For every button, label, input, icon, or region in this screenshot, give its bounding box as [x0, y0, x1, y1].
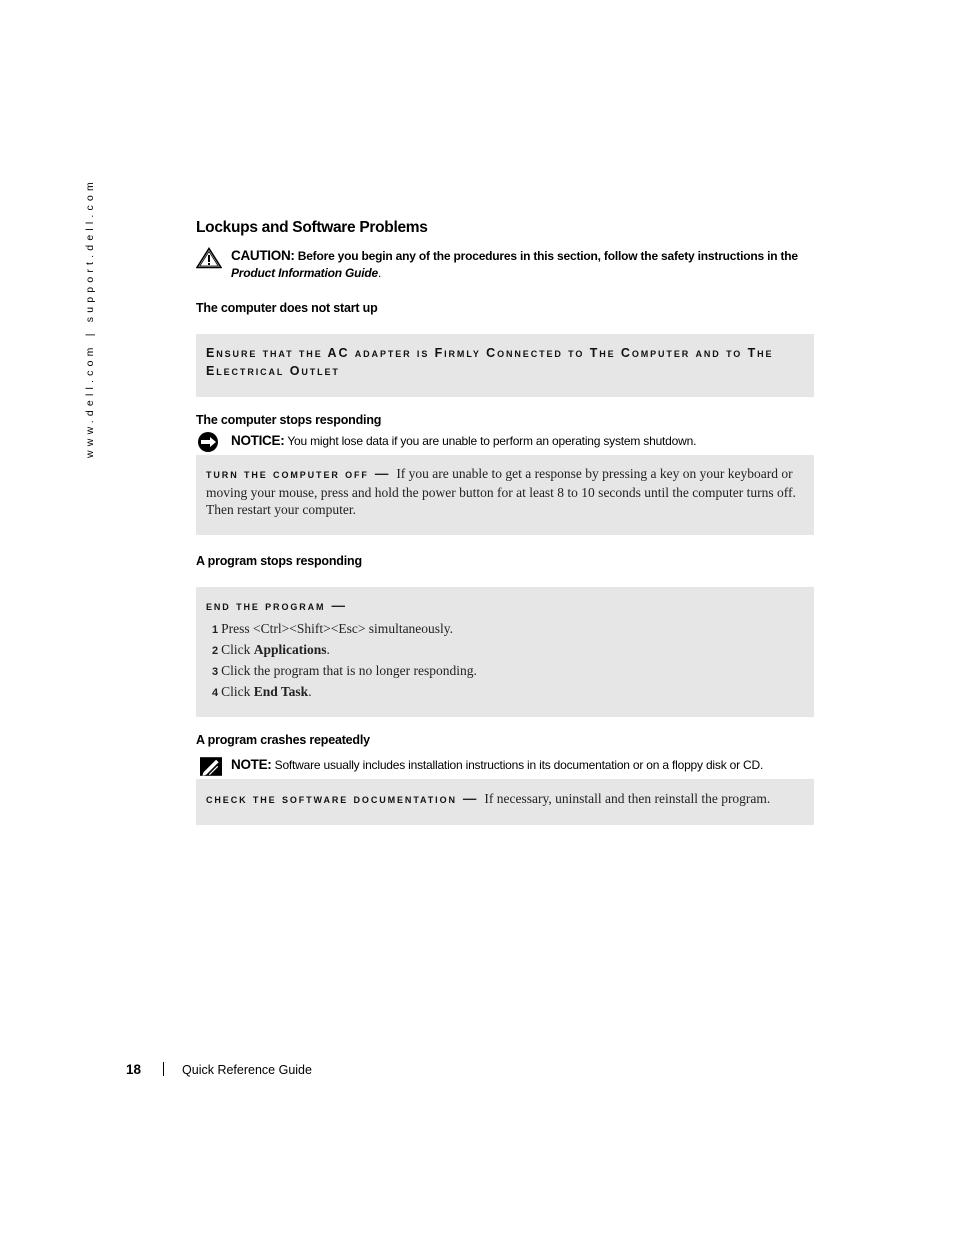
note-text: Software usually includes installation instructions in its documentation or on a floppy disk or CD. — [274, 758, 764, 772]
box-turn-off — [196, 455, 814, 535]
section-title: Lockups and Software Problems — [196, 219, 428, 236]
notice-text-wrap — [231, 432, 814, 450]
box-ensure-adapter — [196, 334, 814, 397]
caution-label: CAUTION: — [231, 248, 295, 263]
caution-text-wrap — [231, 247, 814, 282]
note-text-wrap — [231, 756, 814, 774]
caution-block — [196, 247, 814, 282]
box-check-docs-dash: — — [462, 791, 477, 806]
notice-text: You might lose data if you are unable to perform an operating system shutdown. — [287, 434, 697, 448]
footer-guide-title: Quick Reference Guide — [182, 1063, 312, 1077]
page-footer — [126, 1062, 312, 1077]
subheading-crashes: A program crashes repeatedly — [196, 733, 370, 747]
main-content — [196, 218, 814, 825]
box-turn-off-heading: turn the computer off — [206, 467, 369, 481]
box-turn-off-text: If you are unable to get a response by pressing a key on your keyboard or moving your mouse, press and hold the power button for at least 8 to 10 seconds until the computer turns off. Then restart your computer. — [206, 466, 796, 517]
notice-hand-icon — [196, 432, 222, 454]
box-check-docs — [196, 779, 814, 825]
notice-block — [196, 432, 814, 450]
side-url: www.dell.com | support.dell.com — [84, 178, 96, 458]
box-check-docs-text: If necessary, uninstall and then reinstall the program. — [484, 791, 771, 806]
notice-label: NOTICE: — [231, 433, 285, 448]
end-program-steps — [206, 619, 804, 703]
caution-guide: Product Information Guide — [231, 266, 378, 280]
footer-separator — [163, 1062, 164, 1076]
box-check-docs-heading: check the software documentation — [206, 792, 457, 806]
step-item: 2 Click Applications. — [212, 642, 330, 657]
subheading-program-stops: A program stops responding — [196, 553, 362, 568]
warning-triangle-icon — [196, 247, 222, 269]
note-block — [196, 756, 814, 774]
box-ensure-heading-2: Electrical Outlet — [206, 363, 340, 378]
note-label: NOTE: — [231, 757, 272, 772]
box-turn-off-dash: — — [374, 466, 389, 481]
caution-text: Before you begin any of the procedures in this section, follow the safety instructions in the — [297, 249, 798, 263]
page-number: 18 — [126, 1062, 142, 1077]
caution-end: . — [378, 266, 382, 280]
step-item: 4 Click End Task. — [212, 684, 312, 699]
box-end-program-dash: — — [331, 597, 345, 613]
box-end-program-heading: end the program — [206, 598, 326, 613]
box-end-program — [196, 587, 814, 718]
box-ensure-heading-1: Ensure that the AC adapter is Firmly Connected to The Computer and to The — [206, 346, 774, 360]
step-item: 3 Click the program that is no longer responding. — [212, 663, 477, 678]
subheading-stops-responding: The computer stops responding — [196, 413, 382, 427]
note-pencil-icon — [200, 756, 222, 777]
step-item: 1 Press <Ctrl><Shift><Esc> simultaneously. — [212, 621, 454, 636]
subheading-not-start: The computer does not start up — [196, 301, 378, 315]
